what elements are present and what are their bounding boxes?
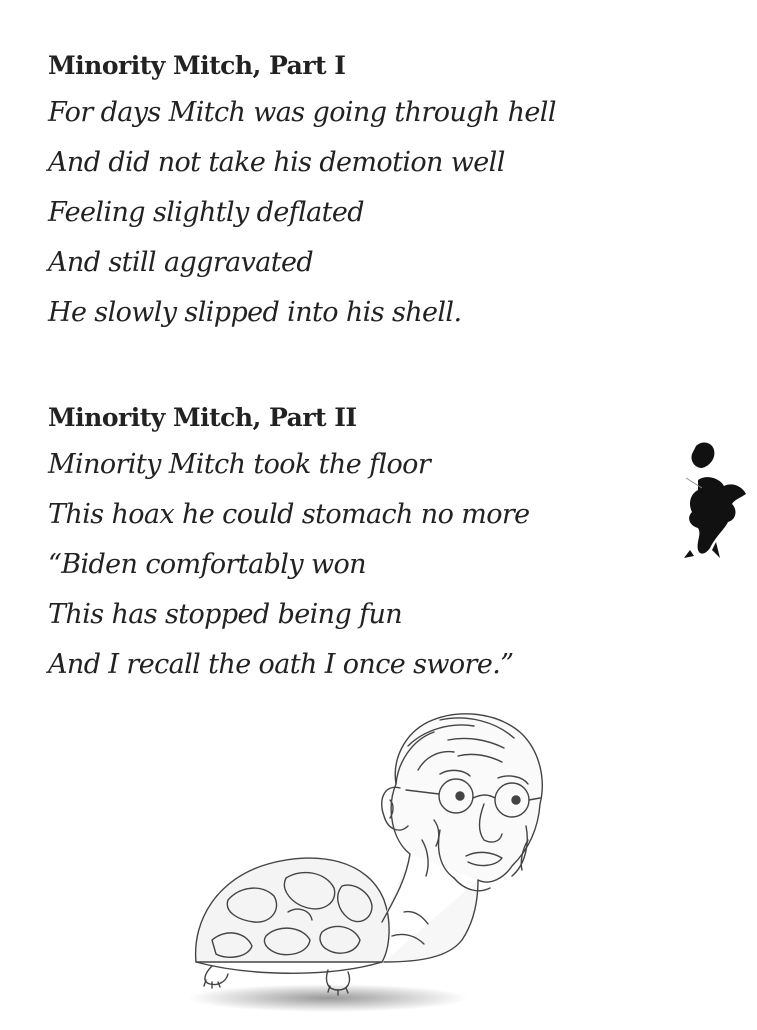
- poem-line: This has stopped being fun: [48, 599, 403, 630]
- poem-title: Minority Mitch, Part I: [48, 51, 346, 80]
- poem-part-2: [48, 400, 648, 690]
- poem-line: Feeling slightly deflated: [48, 197, 364, 228]
- poem-line: And did not take his demotion well: [48, 147, 505, 178]
- ground-shadow: [188, 984, 468, 1012]
- poem-line: And still aggravated: [48, 247, 314, 278]
- poem-part-1: [48, 48, 648, 338]
- poem-line: “Biden comfortably won: [48, 549, 366, 580]
- turtle-with-human-head-sketch: [178, 700, 558, 1020]
- poem-line: And I recall the oath I once swore.”: [48, 649, 514, 680]
- poem-line: For days Mitch was going through hell: [48, 97, 556, 128]
- poem-line: This hoax he could stomach no more: [48, 499, 530, 530]
- poem-line: He slowly slipped into his shell.: [48, 297, 462, 328]
- poem-line: Minority Mitch took the floor: [48, 449, 431, 480]
- poem-title: Minority Mitch, Part II: [48, 403, 357, 432]
- silhouette-figure-icon: [676, 438, 748, 560]
